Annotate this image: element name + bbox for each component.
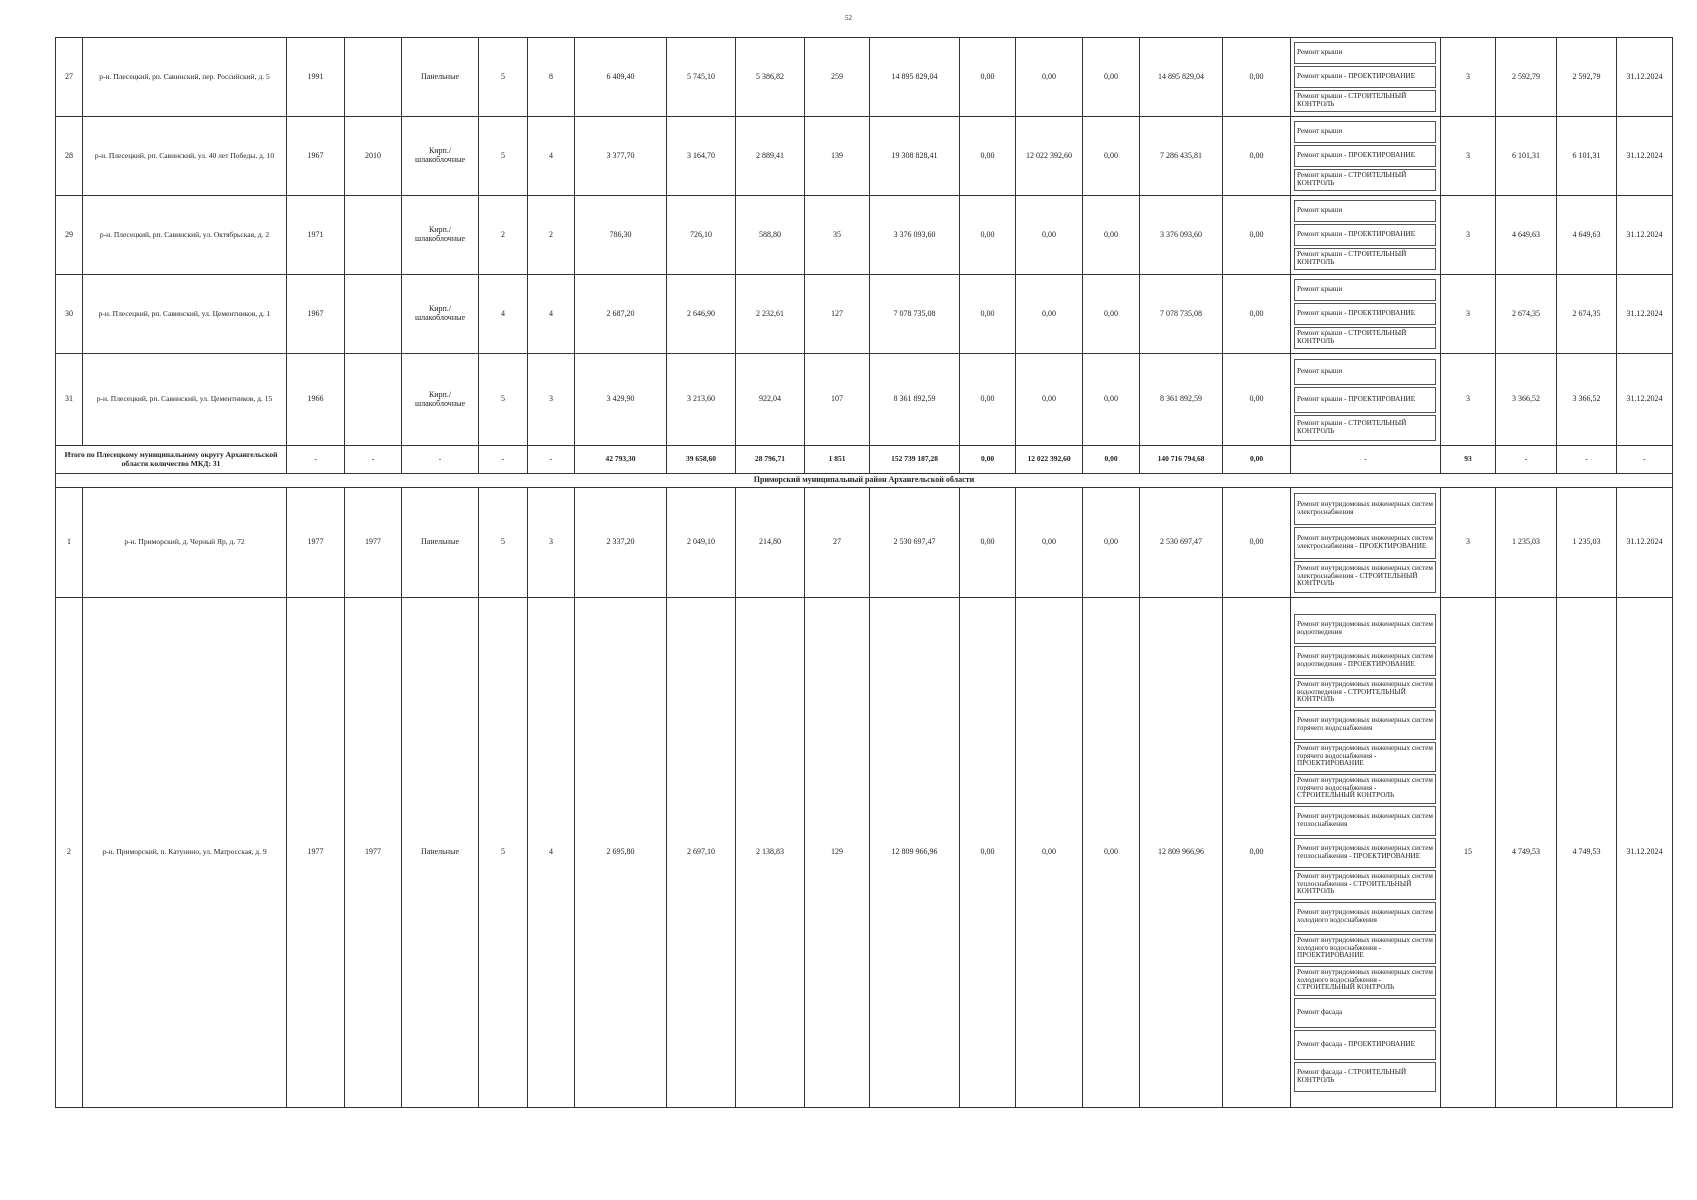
cell-year-repair <box>345 275 402 354</box>
cell-year-built: 1967 <box>287 275 345 354</box>
cell-area-res: 2 889,41 <box>736 117 805 196</box>
cell-area-living: 2 697,10 <box>667 598 736 1108</box>
total-budget-local: 0,00 <box>1083 446 1140 474</box>
cell-floors: 5 <box>479 38 528 117</box>
cell-fund: 0,00 <box>960 275 1016 354</box>
cell-limit-cost: 4 749,53 <box>1557 598 1617 1108</box>
cell-cost-total: 3 376 093,60 <box>870 196 960 275</box>
total-label: Итого по Плесецкому муниципальному округу Архангельской области количество МКД: 31 <box>56 446 287 474</box>
cell-material: Кирп./ шлакоблочные <box>402 117 479 196</box>
cell-budget-local: 0,00 <box>1083 598 1140 1108</box>
works-cell <box>1291 196 1441 275</box>
cell-area-living: 3 213,60 <box>667 354 736 446</box>
cell-address: р-н. Приморский, д. Черный Яр, д. 72 <box>83 488 287 598</box>
cell-material: Кирп./ шлакоблочные <box>402 275 479 354</box>
cell-residents: 35 <box>805 196 870 275</box>
total-area-res: 28 796,71 <box>736 446 805 474</box>
cell-cost-total: 2 530 697,47 <box>870 488 960 598</box>
cell-year-built: 1977 <box>287 598 345 1108</box>
cell-unit-cost: 4 649,63 <box>1496 196 1557 275</box>
cell-fund: 0,00 <box>960 38 1016 117</box>
cell-floors: 2 <box>479 196 528 275</box>
cell-unit-cost: 4 749,53 <box>1496 598 1557 1108</box>
cell-area-res: 2 232,61 <box>736 275 805 354</box>
cell-budget-local: 0,00 <box>1083 196 1140 275</box>
cell-year-repair <box>345 196 402 275</box>
cell-work-count: 15 <box>1441 598 1496 1108</box>
cell-area-total: 3 377,70 <box>575 117 667 196</box>
cell-material: Панельные <box>402 598 479 1108</box>
work-item: Ремонт фасада - СТРОИТЕЛЬНЫЙ КОНТРОЛЬ <box>1294 1062 1436 1092</box>
works-cell <box>1291 354 1441 446</box>
total-limit-cost: - <box>1557 446 1617 474</box>
cell-owners: 3 376 093,60 <box>1140 196 1223 275</box>
cell-floors: 5 <box>479 354 528 446</box>
cell-budget-region: 0,00 <box>1016 275 1083 354</box>
cell-floors: 4 <box>479 275 528 354</box>
cell-material: Кирп./ шлакоблочные <box>402 354 479 446</box>
table-row <box>56 354 1673 446</box>
cell-num: 29 <box>56 196 83 275</box>
work-item: Ремонт внутридомовых инженерных систем теплоснабжения - СТРОИТЕЛЬНЫЙ КОНТРОЛЬ <box>1294 870 1436 900</box>
works-cell <box>1291 488 1441 598</box>
cell-num: 2 <box>56 598 83 1108</box>
total-budget-region: 12 022 392,60 <box>1016 446 1083 474</box>
cell-cost-total: 19 308 828,41 <box>870 117 960 196</box>
cell-budget-region: 0,00 <box>1016 598 1083 1108</box>
work-item: Ремонт внутридомовых инженерных систем горячего водоснабжения - ПРОЕКТИРОВАНИЕ <box>1294 742 1436 772</box>
total-fund: 0,00 <box>960 446 1016 474</box>
table-row <box>56 117 1673 196</box>
cell-fund: 0,00 <box>960 488 1016 598</box>
cell-area-living: 2 646,90 <box>667 275 736 354</box>
cell-cost-total: 8 361 892,59 <box>870 354 960 446</box>
total-floors: - <box>479 446 528 474</box>
cell-residents: 127 <box>805 275 870 354</box>
work-item: Ремонт внутридомовых инженерных систем электроснабжения <box>1294 493 1436 525</box>
cell-fund: 0,00 <box>960 117 1016 196</box>
cell-cost-total: 14 895 829,04 <box>870 38 960 117</box>
cell-area-living: 2 049,10 <box>667 488 736 598</box>
cell-owners: 7 078 735,08 <box>1140 275 1223 354</box>
cell-deadline: 31.12.2024 <box>1617 598 1673 1108</box>
cell-limit-cost: 2 674,35 <box>1557 275 1617 354</box>
cell-year-repair: 2010 <box>345 117 402 196</box>
cell-residents: 107 <box>805 354 870 446</box>
cell-budget-region: 12 022 392,60 <box>1016 117 1083 196</box>
work-item: Ремонт внутридомовых инженерных систем холодного водоснабжения - ПРОЕКТИРОВАНИЕ <box>1294 934 1436 964</box>
work-item: Ремонт крыши - СТРОИТЕЛЬНЫЙ КОНТРОЛЬ <box>1294 327 1436 349</box>
works-cell <box>1291 38 1441 117</box>
cell-address: р-н. Приморский, п. Катунино, ул. Матросская, д. 9 <box>83 598 287 1108</box>
table-row <box>56 598 1673 1108</box>
cell-material: Панельные <box>402 488 479 598</box>
cell-area-total: 2 337,20 <box>575 488 667 598</box>
works-cell <box>1291 117 1441 196</box>
cell-fund: 0,00 <box>960 354 1016 446</box>
cell-unit-cost: 1 235,03 <box>1496 488 1557 598</box>
cell-fund: 0,00 <box>960 598 1016 1108</box>
cell-residents: 129 <box>805 598 870 1108</box>
cell-year-repair: 1977 <box>345 598 402 1108</box>
work-item: Ремонт фасада <box>1294 998 1436 1028</box>
work-item: Ремонт крыши - ПРОЕКТИРОВАНИЕ <box>1294 224 1436 246</box>
cell-other: 0,00 <box>1223 488 1291 598</box>
cell-year-repair <box>345 38 402 117</box>
total-year-repair: - <box>345 446 402 474</box>
cell-year-built: 1966 <box>287 354 345 446</box>
cell-area-living: 5 745,10 <box>667 38 736 117</box>
cell-budget-local: 0,00 <box>1083 275 1140 354</box>
work-item: Ремонт внутридомовых инженерных систем горячего водоснабжения - СТРОИТЕЛЬНЫЙ КОНТРОЛЬ <box>1294 774 1436 804</box>
cell-area-res: 588,80 <box>736 196 805 275</box>
cell-other: 0,00 <box>1223 354 1291 446</box>
cell-area-total: 2 695,80 <box>575 598 667 1108</box>
work-item: Ремонт крыши - СТРОИТЕЛЬНЫЙ КОНТРОЛЬ <box>1294 90 1436 112</box>
cell-entrances: 8 <box>528 38 575 117</box>
work-item: Ремонт внутридомовых инженерных систем теплоснабжения - ПРОЕКТИРОВАНИЕ <box>1294 838 1436 868</box>
cell-residents: 139 <box>805 117 870 196</box>
total-unit-cost: - <box>1496 446 1557 474</box>
cell-year-repair: 1977 <box>345 488 402 598</box>
work-item: Ремонт крыши <box>1294 42 1436 64</box>
cell-floors: 5 <box>479 488 528 598</box>
cell-residents: 27 <box>805 488 870 598</box>
cell-area-res: 2 138,83 <box>736 598 805 1108</box>
cell-owners: 14 895 829,04 <box>1140 38 1223 117</box>
cell-entrances: 2 <box>528 196 575 275</box>
cell-entrances: 4 <box>528 117 575 196</box>
cell-year-built: 1977 <box>287 488 345 598</box>
cell-area-res: 5 386,82 <box>736 38 805 117</box>
cell-budget-region: 0,00 <box>1016 488 1083 598</box>
total-deadline: - <box>1617 446 1673 474</box>
cell-area-total: 2 687,20 <box>575 275 667 354</box>
cell-limit-cost: 4 649,63 <box>1557 196 1617 275</box>
work-item: Ремонт внутридомовых инженерных систем водоотведения - ПРОЕКТИРОВАНИЕ <box>1294 646 1436 676</box>
cell-work-count: 3 <box>1441 196 1496 275</box>
cell-budget-local: 0,00 <box>1083 117 1140 196</box>
cell-fund: 0,00 <box>960 196 1016 275</box>
cell-area-total: 3 429,90 <box>575 354 667 446</box>
cell-entrances: 3 <box>528 354 575 446</box>
cell-budget-region: 0,00 <box>1016 354 1083 446</box>
cell-deadline: 31.12.2024 <box>1617 354 1673 446</box>
work-item: Ремонт внутридомовых инженерных систем водоотведения <box>1294 614 1436 644</box>
cell-num: 28 <box>56 117 83 196</box>
total-owners: 140 716 794,68 <box>1140 446 1223 474</box>
cell-budget-local: 0,00 <box>1083 38 1140 117</box>
cell-budget-region: 0,00 <box>1016 196 1083 275</box>
cell-area-living: 726,10 <box>667 196 736 275</box>
cell-unit-cost: 3 366,52 <box>1496 354 1557 446</box>
cell-address: р-н. Плесецкий, рп. Савинский, ул. 40 лет Победы, д. 10 <box>83 117 287 196</box>
work-item: Ремонт крыши - ПРОЕКТИРОВАНИЕ <box>1294 66 1436 88</box>
work-item: Ремонт внутридомовых инженерных систем горячего водоснабжения <box>1294 710 1436 740</box>
cell-cost-total: 7 078 735,08 <box>870 275 960 354</box>
work-item: Ремонт внутридомовых инженерных систем электроснабжения - СТРОИТЕЛЬНЫЙ КОНТРОЛЬ <box>1294 561 1436 593</box>
work-item: Ремонт крыши - СТРОИТЕЛЬНЫЙ КОНТРОЛЬ <box>1294 248 1436 270</box>
cell-owners: 7 286 435,81 <box>1140 117 1223 196</box>
work-item: Ремонт крыши - СТРОИТЕЛЬНЫЙ КОНТРОЛЬ <box>1294 169 1436 191</box>
cell-material: Кирп./ шлакоблочные <box>402 196 479 275</box>
cell-num: 31 <box>56 354 83 446</box>
cell-residents: 259 <box>805 38 870 117</box>
cell-material: Панельные <box>402 38 479 117</box>
cell-year-built: 1967 <box>287 117 345 196</box>
cell-area-total: 786,30 <box>575 196 667 275</box>
work-item: Ремонт крыши <box>1294 200 1436 222</box>
table-row <box>56 488 1673 598</box>
cell-area-res: 922,04 <box>736 354 805 446</box>
cell-limit-cost: 1 235,03 <box>1557 488 1617 598</box>
cell-other: 0,00 <box>1223 117 1291 196</box>
cell-owners: 2 530 697,47 <box>1140 488 1223 598</box>
table-row <box>56 38 1673 117</box>
total-work-count: 93 <box>1441 446 1496 474</box>
work-item: Ремонт внутридомовых инженерных систем холодного водоснабжения <box>1294 902 1436 932</box>
cell-unit-cost: 2 674,35 <box>1496 275 1557 354</box>
cell-limit-cost: 2 592,79 <box>1557 38 1617 117</box>
cell-deadline: 31.12.2024 <box>1617 196 1673 275</box>
cell-year-built: 1971 <box>287 196 345 275</box>
cell-year-repair <box>345 354 402 446</box>
cell-work-count: 3 <box>1441 488 1496 598</box>
cell-address: р-н. Плесецкий, рп. Савинский, пер. Российский, д. 5 <box>83 38 287 117</box>
total-area-living: 39 658,60 <box>667 446 736 474</box>
cell-other: 0,00 <box>1223 598 1291 1108</box>
cell-floors: 5 <box>479 598 528 1108</box>
cell-budget-local: 0,00 <box>1083 354 1140 446</box>
total-area-total: 42 793,30 <box>575 446 667 474</box>
cell-unit-cost: 6 101,31 <box>1496 117 1557 196</box>
cell-owners: 12 809 966,96 <box>1140 598 1223 1108</box>
cell-unit-cost: 2 592,79 <box>1496 38 1557 117</box>
cell-cost-total: 12 809 966,96 <box>870 598 960 1108</box>
total-other: 0,00 <box>1223 446 1291 474</box>
cell-floors: 5 <box>479 117 528 196</box>
cell-num: 30 <box>56 275 83 354</box>
cell-entrances: 4 <box>528 275 575 354</box>
cell-num: 1 <box>56 488 83 598</box>
total-residents: 1 851 <box>805 446 870 474</box>
work-item: Ремонт крыши - СТРОИТЕЛЬНЫЙ КОНТРОЛЬ <box>1294 415 1436 441</box>
cell-entrances: 4 <box>528 598 575 1108</box>
cell-budget-local: 0,00 <box>1083 488 1140 598</box>
cell-work-count: 3 <box>1441 38 1496 117</box>
district-row <box>56 474 1673 488</box>
cell-address: р-н. Плесецкий, рп. Савинский, ул. Октябрьская, д. 2 <box>83 196 287 275</box>
work-item: Ремонт крыши <box>1294 359 1436 385</box>
work-item: Ремонт крыши - ПРОЕКТИРОВАНИЕ <box>1294 145 1436 167</box>
cell-deadline: 31.12.2024 <box>1617 117 1673 196</box>
cell-other: 0,00 <box>1223 38 1291 117</box>
work-item: Ремонт внутридомовых инженерных систем водоотведения - СТРОИТЕЛЬНЫЙ КОНТРОЛЬ <box>1294 678 1436 708</box>
cell-work-count: 3 <box>1441 275 1496 354</box>
cell-budget-region: 0,00 <box>1016 38 1083 117</box>
cell-other: 0,00 <box>1223 275 1291 354</box>
works-cell <box>1291 275 1441 354</box>
total-row <box>56 446 1673 474</box>
total-year-built: - <box>287 446 345 474</box>
cell-work-count: 3 <box>1441 354 1496 446</box>
total-cost-total: 152 739 187,28 <box>870 446 960 474</box>
cell-deadline: 31.12.2024 <box>1617 488 1673 598</box>
work-item: Ремонт крыши - ПРОЕКТИРОВАНИЕ <box>1294 387 1436 413</box>
cell-year-built: 1991 <box>287 38 345 117</box>
cell-address: р-н. Плесецкий, рп. Савинский, ул. Цементников, д. 15 <box>83 354 287 446</box>
work-item: Ремонт внутридомовых инженерных систем холодного водоснабжения - СТРОИТЕЛЬНЫЙ КОНТРОЛЬ <box>1294 966 1436 996</box>
cell-work-count: 3 <box>1441 117 1496 196</box>
capital-repair-table <box>55 37 1673 1108</box>
page-number: 52 <box>845 14 852 22</box>
cell-deadline: 31.12.2024 <box>1617 275 1673 354</box>
table-row <box>56 196 1673 275</box>
cell-area-living: 3 164,70 <box>667 117 736 196</box>
cell-entrances: 3 <box>528 488 575 598</box>
table-row <box>56 275 1673 354</box>
work-item: Ремонт крыши - ПРОЕКТИРОВАНИЕ <box>1294 303 1436 325</box>
cell-limit-cost: 3 366,52 <box>1557 354 1617 446</box>
cell-owners: 8 361 892,59 <box>1140 354 1223 446</box>
cell-area-total: 6 409,40 <box>575 38 667 117</box>
works-cell <box>1291 598 1441 1108</box>
work-item: Ремонт внутридомовых инженерных систем теплоснабжения <box>1294 806 1436 836</box>
work-item: Ремонт крыши <box>1294 279 1436 301</box>
total-entrances: - <box>528 446 575 474</box>
cell-area-res: 214,80 <box>736 488 805 598</box>
cell-other: 0,00 <box>1223 196 1291 275</box>
work-item: Ремонт крыши <box>1294 121 1436 143</box>
district-header: Приморский муниципальный район Архангельской области <box>56 474 1673 488</box>
cell-address: р-н. Плесецкий, рп. Савинский, ул. Цементников, д. 1 <box>83 275 287 354</box>
cell-num: 27 <box>56 38 83 117</box>
cell-deadline: 31.12.2024 <box>1617 38 1673 117</box>
total-works: - <box>1291 446 1441 474</box>
work-item: Ремонт фасада - ПРОЕКТИРОВАНИЕ <box>1294 1030 1436 1060</box>
total-material: - <box>402 446 479 474</box>
cell-limit-cost: 6 101,31 <box>1557 117 1617 196</box>
work-item: Ремонт внутридомовых инженерных систем электроснабжения - ПРОЕКТИРОВАНИЕ <box>1294 527 1436 559</box>
